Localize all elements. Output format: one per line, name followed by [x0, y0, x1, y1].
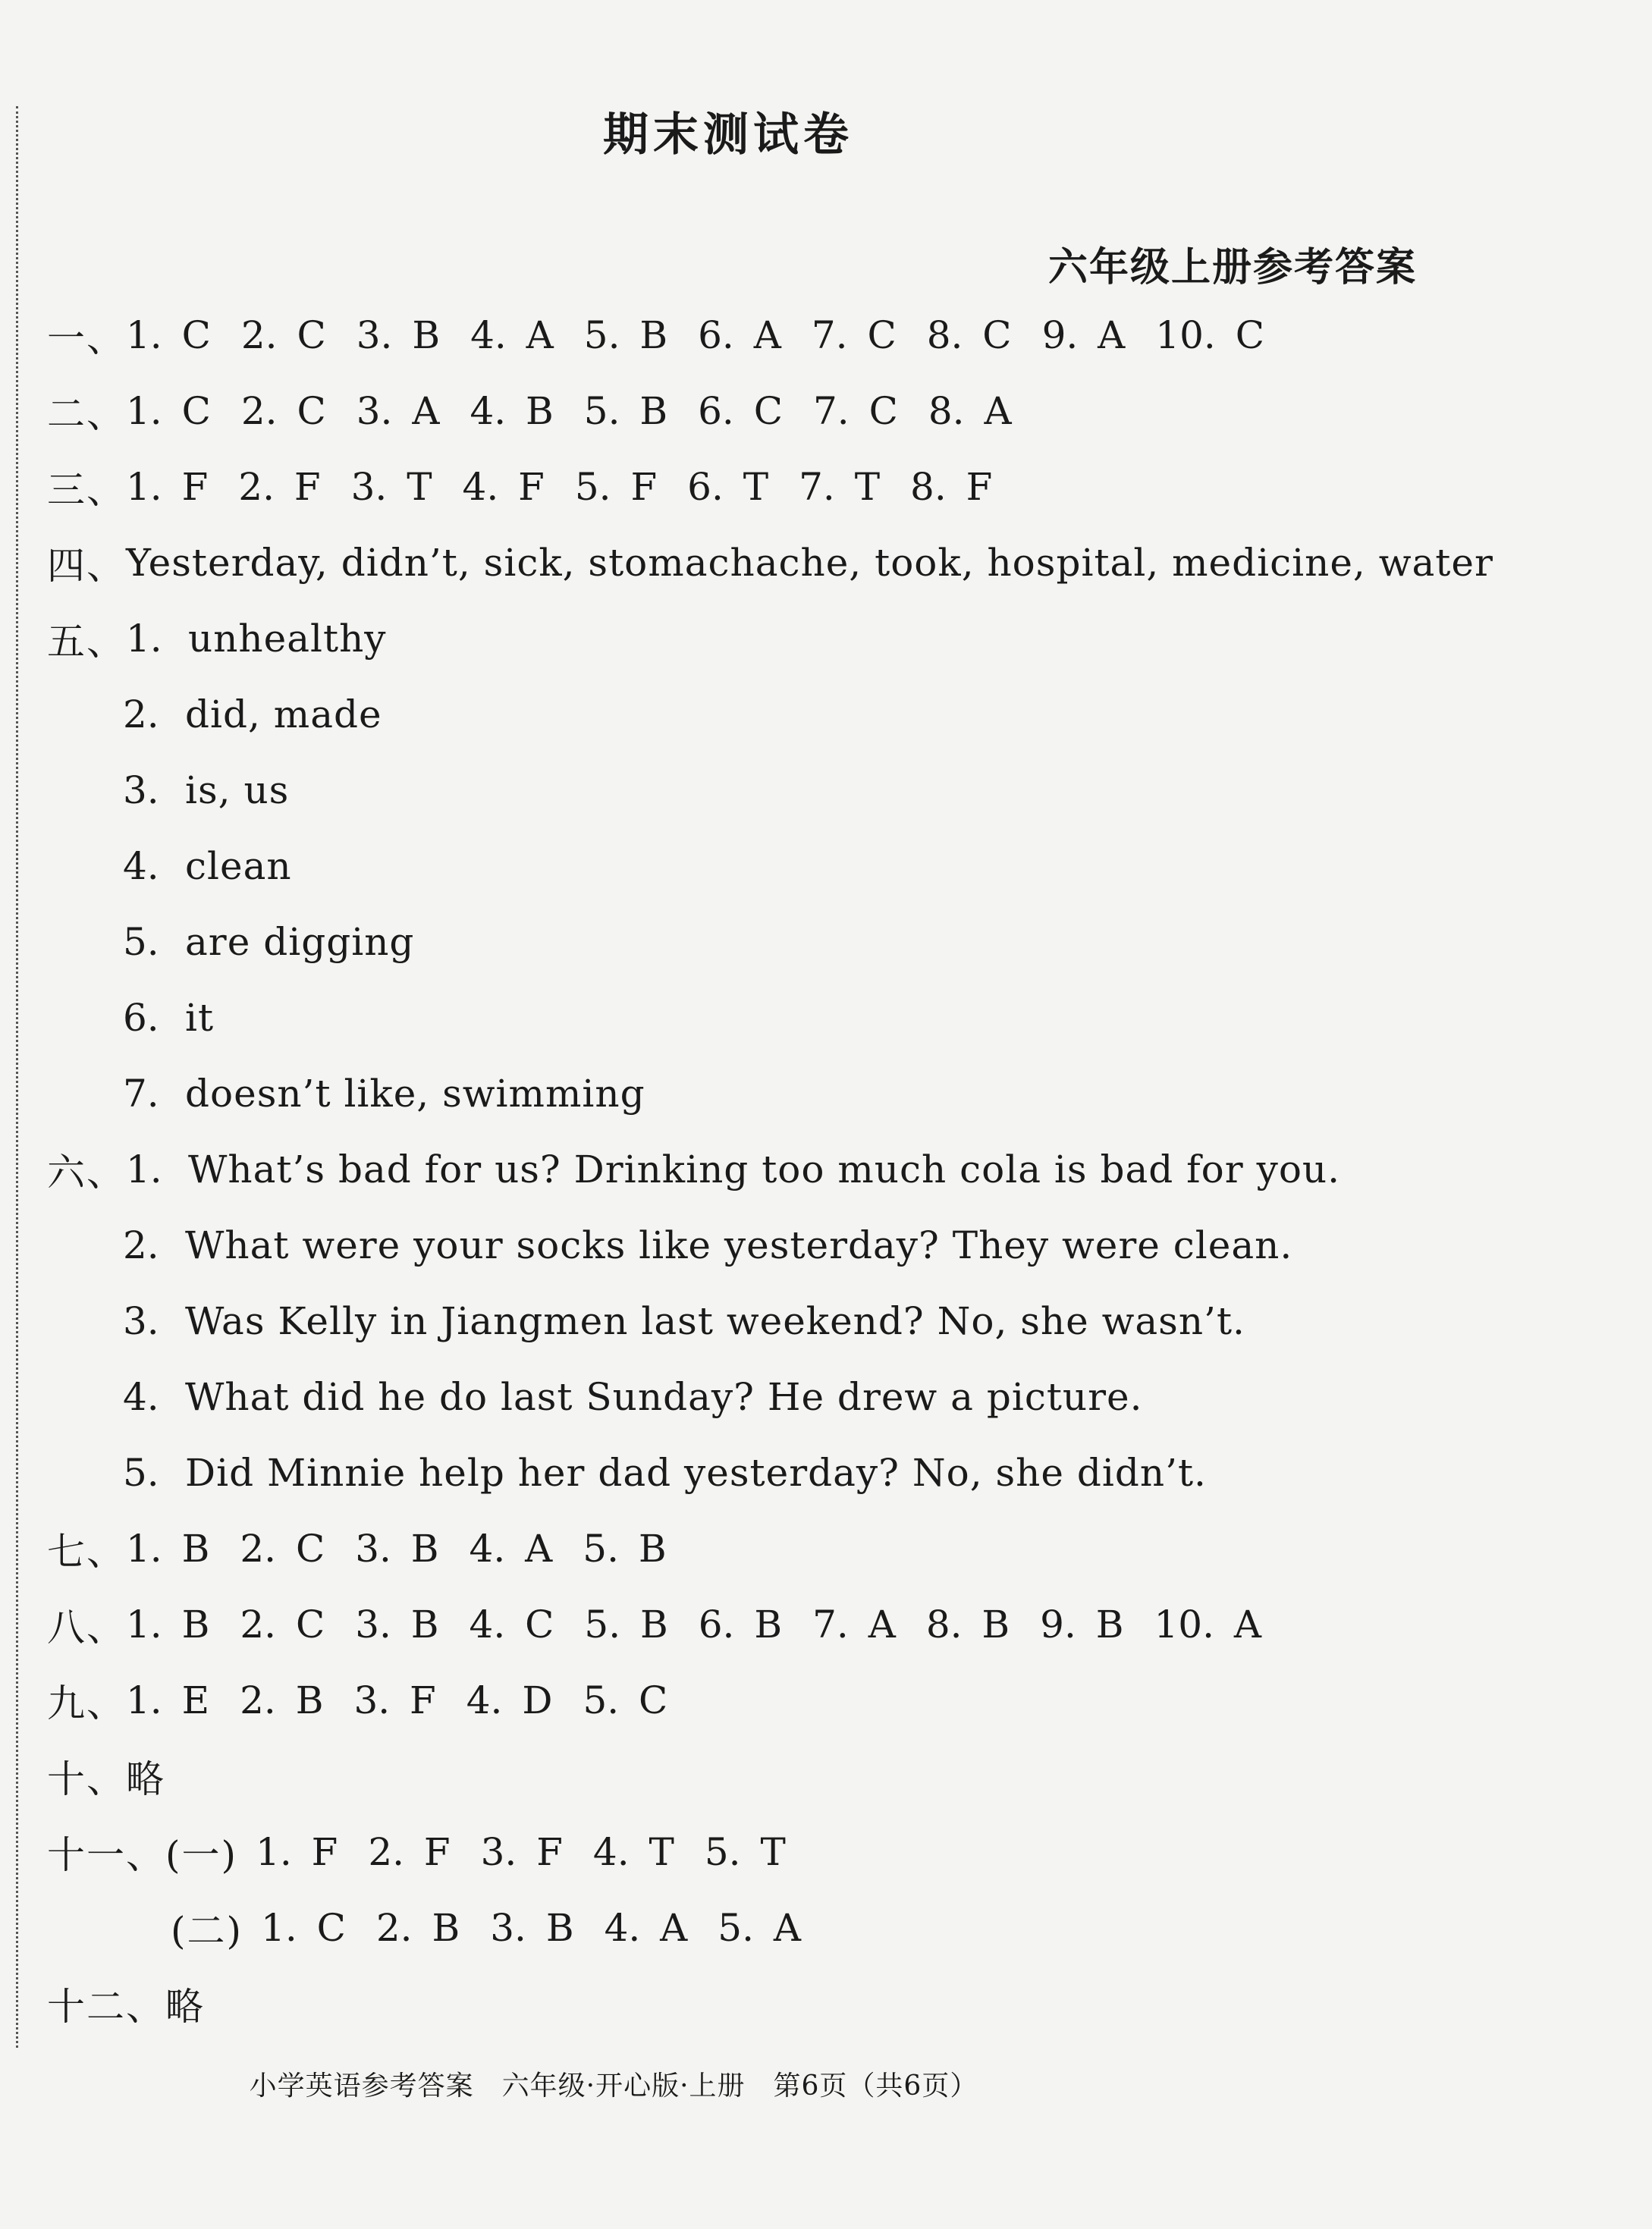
- answer-item: 10. A: [1154, 1603, 1262, 1647]
- section-6-line: [123, 1435, 1207, 1511]
- section-6-line-num: 3.: [123, 1299, 159, 1343]
- answer-item: 7. C: [812, 389, 898, 433]
- section-6-line-text: Was Kelly in Jiangmen last weekend? No, she wasn’t.: [185, 1299, 1245, 1343]
- section-11: [47, 1814, 816, 1890]
- answer-item: 5. B: [583, 313, 668, 357]
- section-6-line-text: What did he do last Sunday? He drew a picture.: [185, 1375, 1143, 1419]
- section-6-line: [123, 1283, 1245, 1359]
- section-11-part-2: [171, 1890, 831, 1966]
- section-5-line-num: 7.: [123, 1072, 159, 1116]
- section-6-line-num: 1.: [126, 1147, 162, 1191]
- section-5-line: [123, 828, 292, 904]
- section-5: [47, 601, 387, 677]
- answer-item: 6. C: [698, 389, 783, 433]
- section-5-line: [123, 904, 414, 980]
- answer-item: 2. C: [240, 313, 326, 357]
- page-title: 期末测试卷: [603, 108, 853, 162]
- section-12: [47, 1966, 204, 2042]
- answer-item: 1. C: [126, 313, 211, 357]
- section-10-label: 十、: [47, 1757, 126, 1801]
- section-9-answers: [126, 1678, 698, 1722]
- answer-item: 4. A: [469, 1527, 553, 1571]
- answer-item: 3. B: [355, 1603, 439, 1647]
- section-12-label: 十二、: [47, 1985, 165, 2029]
- section-7: [47, 1511, 697, 1587]
- section-5-line: [123, 1056, 645, 1132]
- answer-item: 6. T: [687, 465, 769, 509]
- section-9: [47, 1662, 698, 1738]
- page-subtitle: 六年级上册参考答案: [1047, 244, 1417, 290]
- page-footer: 小学英语参考答案 六年级·开心版·上册 第6页（共6页）: [249, 2070, 978, 2102]
- answer-item: 1. B: [126, 1603, 210, 1647]
- section-6: [47, 1132, 1340, 1207]
- section-11-part-2-label: (二): [171, 1909, 243, 1953]
- section-1: [47, 297, 1295, 373]
- section-5-line: [123, 980, 214, 1056]
- answer-item: 8. B: [925, 1603, 1010, 1647]
- answer-item: 1. F: [126, 465, 209, 509]
- answer-item: 2. C: [240, 1527, 325, 1571]
- answer-item: 1. E: [126, 1678, 210, 1722]
- answer-item: 4. D: [466, 1678, 553, 1722]
- section-5-line-text: doesn’t like, swimming: [185, 1072, 645, 1116]
- section-5-label: 五、: [47, 620, 126, 664]
- section-8-label: 八、: [47, 1606, 126, 1650]
- section-6-line-text: Did Minnie help her dad yesterday? No, she didn’t.: [185, 1451, 1207, 1495]
- answer-item: 1. B: [126, 1527, 210, 1571]
- answer-item: 7. A: [812, 1603, 896, 1647]
- answer-item: 2. C: [240, 389, 326, 433]
- answer-item: 6. B: [698, 1603, 783, 1647]
- answer-item: 3. F: [480, 1830, 563, 1874]
- answer-item: 2. B: [240, 1678, 324, 1722]
- section-11-part-1-label: (一): [165, 1833, 238, 1877]
- section-11-part-1-answers: [256, 1830, 816, 1874]
- section-5-line-text: clean: [185, 844, 292, 888]
- answer-item: 4. C: [469, 1603, 554, 1647]
- section-2: [47, 373, 1042, 449]
- section-4-text: Yesterday, didn’t, sick, stomachache, took, hospital, medicine, water: [126, 541, 1493, 585]
- binding-dotted-line: [16, 106, 18, 2048]
- answer-item: 4. A: [604, 1906, 688, 1950]
- section-12-text: 略: [165, 1985, 204, 2029]
- answer-item: 4. B: [470, 389, 554, 433]
- section-10-text: 略: [126, 1757, 165, 1801]
- section-6-line-num: 4.: [123, 1375, 159, 1419]
- section-3-label: 三、: [47, 468, 126, 512]
- section-6-line: [123, 1207, 1292, 1283]
- section-5-line: [123, 752, 289, 828]
- answer-item: 5. A: [718, 1906, 801, 1950]
- answer-item: 6. A: [698, 313, 781, 357]
- answer-item: 4. F: [462, 465, 545, 509]
- answer-item: 3. B: [356, 313, 441, 357]
- section-5-line-text: are digging: [185, 920, 415, 964]
- answer-item: 2. F: [368, 1830, 451, 1874]
- section-5-line-text: unhealthy: [188, 617, 387, 661]
- answer-item: 8. F: [910, 465, 993, 509]
- section-11-part-2-answers: [261, 1906, 831, 1950]
- section-11-label: 十一、: [47, 1833, 165, 1877]
- answer-item: 8. C: [926, 313, 1012, 357]
- section-5-line-num: 1.: [126, 617, 162, 661]
- section-7-label: 七、: [47, 1530, 126, 1574]
- answer-item: 3. F: [353, 1678, 436, 1722]
- answer-item: 4. T: [592, 1830, 674, 1874]
- answer-item: 5. B: [583, 389, 668, 433]
- section-10: [47, 1738, 165, 1814]
- answer-item: 7. C: [811, 313, 897, 357]
- answer-item: 3. T: [350, 465, 432, 509]
- answer-item: 1. C: [126, 389, 211, 433]
- answer-item: 5. B: [583, 1527, 667, 1571]
- section-5-line-num: 5.: [123, 920, 159, 964]
- section-8-answers: [126, 1603, 1292, 1647]
- section-5-line: [123, 677, 382, 752]
- answer-item: 9. B: [1040, 1603, 1124, 1647]
- answer-item: 1. F: [256, 1830, 338, 1874]
- section-5-line-text: it: [185, 996, 215, 1040]
- section-5-line-num: 6.: [123, 996, 159, 1040]
- answer-item: 10. C: [1155, 313, 1264, 357]
- section-5-line-num: 4.: [123, 844, 159, 888]
- section-1-label: 一、: [47, 316, 126, 360]
- answer-item: 5. B: [584, 1603, 668, 1647]
- section-1-answers: [126, 313, 1295, 357]
- answer-item: 8. A: [928, 389, 1012, 433]
- answer-item: 3. A: [356, 389, 440, 433]
- answer-item: 2. F: [238, 465, 321, 509]
- answer-item: 5. F: [574, 465, 658, 509]
- section-6-line-num: 2.: [123, 1223, 159, 1267]
- section-8: [47, 1587, 1292, 1662]
- section-5-line-text: did, made: [185, 692, 382, 736]
- answer-item: 7. T: [799, 465, 881, 509]
- answer-item: 5. C: [583, 1678, 668, 1722]
- answer-item: 1. C: [261, 1906, 346, 1950]
- answer-item: 2. B: [375, 1906, 460, 1950]
- section-3: [47, 449, 1022, 525]
- answer-item: 2. C: [240, 1603, 325, 1647]
- section-3-answers: [126, 465, 1022, 509]
- answer-item: 4. A: [470, 313, 554, 357]
- section-6-line-text: What’s bad for us? Drinking too much cola is bad for you.: [188, 1147, 1341, 1191]
- section-6-line-text: What were your socks like yesterday? They were clean.: [185, 1223, 1293, 1267]
- section-6-line-num: 5.: [123, 1451, 159, 1495]
- section-5-line-num: 2.: [123, 692, 159, 736]
- section-6-line: [123, 1359, 1143, 1435]
- section-5-line-num: 3.: [123, 768, 159, 812]
- section-2-answers: [126, 389, 1042, 433]
- answer-item: 3. B: [355, 1527, 439, 1571]
- section-7-answers: [126, 1527, 697, 1571]
- section-5-line-text: is, us: [185, 768, 290, 812]
- answer-item: 9. A: [1041, 313, 1126, 357]
- section-9-label: 九、: [47, 1681, 126, 1725]
- section-2-label: 二、: [47, 392, 126, 436]
- section-4: [47, 525, 1493, 601]
- answer-item: 5. T: [704, 1830, 786, 1874]
- answer-item: 3. B: [490, 1906, 574, 1950]
- section-4-label: 四、: [47, 544, 126, 588]
- section-6-label: 六、: [47, 1151, 126, 1195]
